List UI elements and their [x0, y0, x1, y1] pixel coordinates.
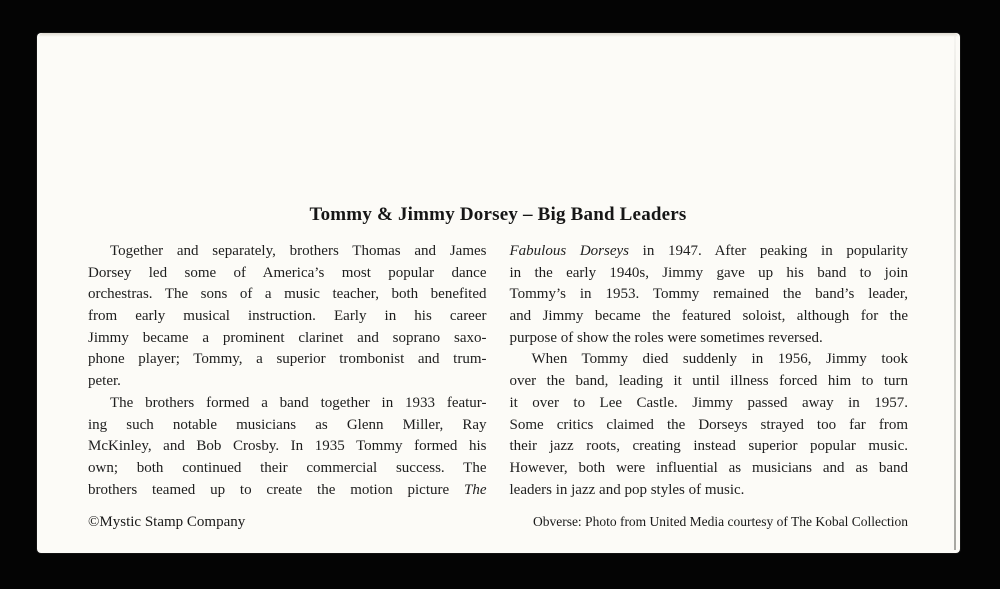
- text-line: McKinley, and Bob Crosby. In 1935 Tommy formed his: [88, 438, 487, 455]
- text-column-right: [510, 241, 909, 501]
- text-line: over the band, leading it until illness forced him to turn: [509, 373, 908, 390]
- footer: [88, 514, 908, 531]
- publisher-credit: ©Mystic Stamp Company: [88, 514, 246, 530]
- text-line: Jimmy became a prominent clarinet and soprano saxo-: [88, 329, 487, 346]
- text-line: purpose of show the roles were sometimes reversed.: [509, 329, 823, 346]
- text-line: ing such notable musicians as Glenn Miller, Ray: [88, 416, 487, 433]
- text-line: Fabulous Dorseys in 1947. After peaking in popularity: [509, 243, 909, 259]
- text-line: leaders in jazz and pop styles of music.: [509, 481, 745, 498]
- text-column-left: [88, 241, 487, 501]
- document-card: [37, 33, 960, 553]
- text-line: Dorsey led some of America’s most popular dance: [88, 264, 487, 281]
- text-line: and Jimmy became the featured soloist, although for the: [509, 308, 908, 325]
- text-line: orchestras. The sons of a music teacher, both benefited: [88, 286, 487, 303]
- text-line: their jazz roots, creating instead superior popular music.: [509, 438, 908, 455]
- text-line: Some critics claimed the Dorseys strayed too far from: [509, 416, 908, 433]
- text-line: it over to Lee Castle. Jimmy passed away in 1957.: [509, 394, 908, 411]
- text-line: Together and separately, brothers Thomas and James: [110, 243, 487, 259]
- text-line: Tommy’s in 1953. Tommy remained the band’s leader,: [509, 286, 908, 303]
- page-title: Tommy & Jimmy Dorsey – Big Band Leaders: [309, 204, 687, 225]
- text-line: However, both were influential as musicians and as band: [509, 459, 908, 476]
- text-line: peter.: [88, 373, 121, 390]
- text-line: The brothers formed a band together in 1933 featur-: [110, 394, 487, 411]
- text-line: own; both continued their commercial success. The: [88, 459, 487, 476]
- photo-credit: Obverse: Photo from United Media courtesy of The Kobal Collection: [532, 514, 908, 529]
- text-line: phone player; Tommy, a superior trombonist and trum-: [88, 351, 487, 368]
- text-line: When Tommy died suddenly in 1956, Jimmy took: [531, 351, 908, 368]
- text-line: from early musical instruction. Early in his career: [88, 308, 487, 325]
- text-line: in the early 1940s, Jimmy gave up his band to join: [509, 264, 908, 281]
- text-columns: [88, 241, 908, 501]
- text-line: brothers teamed up to create the motion picture The: [88, 481, 487, 498]
